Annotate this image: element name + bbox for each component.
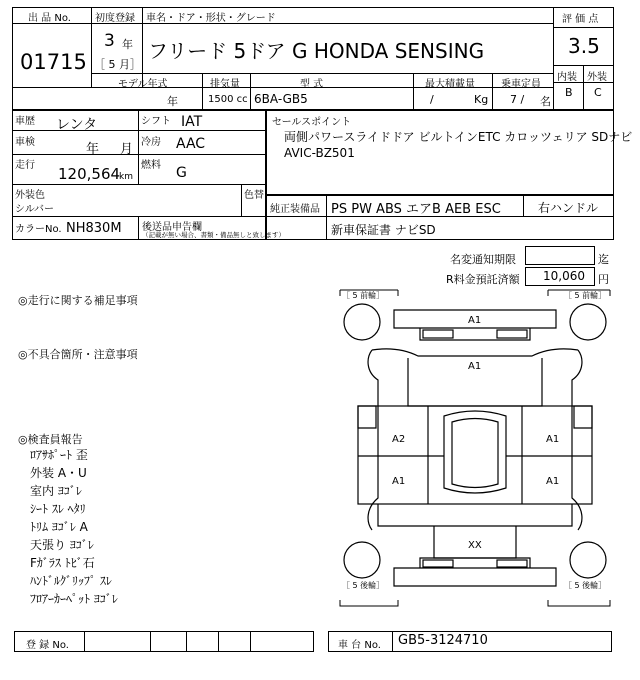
score-label: 評 価 点	[562, 14, 599, 25]
chassis-no: GB5-3124710	[398, 633, 488, 648]
doc-note: （記載が無い場合、書類・備品無しと致します）	[142, 231, 285, 239]
score: 3.5	[568, 34, 600, 58]
ac-label: 冷房	[141, 137, 161, 148]
mileage-label: 走行	[15, 160, 35, 171]
reg-no-label: 登 録 No.	[26, 640, 69, 651]
tire-top-right: ［ 5 前輪］	[564, 291, 607, 300]
color-change-label: 色替	[244, 190, 264, 201]
name-change-label: 名変通知期限	[450, 253, 516, 266]
ext-color: シルバー	[15, 204, 55, 215]
fuel: G	[176, 165, 187, 181]
max-load-unit: Kg	[474, 93, 489, 106]
inspector-item: ﾄﾘﾑ ﾖｺﾞﾚ A	[30, 520, 88, 534]
mark-front-bumper: A1	[468, 315, 482, 326]
inspector-item: Fｶﾞﾗｽ ﾄﾋﾞ石	[30, 556, 95, 570]
mark-rear-glass: XX	[468, 540, 482, 551]
inspector-item: 天張り ﾖｺﾞﾚ	[30, 538, 94, 552]
mark-left-front-door: A2	[392, 434, 406, 445]
exterior-grade: C	[594, 86, 602, 99]
mark-hood: A1	[468, 361, 482, 372]
recycle-label: R料金預託済額	[446, 273, 520, 286]
ext-color-label: 外装色	[15, 190, 45, 201]
tire-bottom-left: ［ 5 後輪］	[342, 581, 385, 590]
max-load-label: 最大積載量	[425, 79, 475, 90]
handle: 右ハンドル	[538, 201, 599, 215]
tire-bottom-right: ［ 5 後輪］	[564, 581, 607, 590]
warranty: 新車保証書 ナビSD	[331, 223, 436, 237]
history-label: 車歴	[15, 116, 35, 127]
mark-left-rear-door: A1	[392, 476, 406, 487]
equipment-label: 純正装備品	[270, 204, 320, 215]
inspection-label: 車検	[15, 137, 35, 148]
recycle-fee: 10,060	[543, 269, 585, 283]
equipment: PS PW ABS エアB AEB ESC	[331, 202, 501, 217]
color-no: NH830M	[66, 221, 122, 236]
sales-points-label: セールスポイント	[272, 117, 352, 128]
history: レンタ	[56, 117, 98, 133]
interior-grade: B	[565, 86, 573, 99]
type: 6BA-GB5	[254, 92, 308, 106]
ac: AAC	[176, 136, 206, 152]
shift-label: シフト	[141, 116, 171, 127]
displacement: 1500 cc	[208, 94, 248, 105]
car-name-label: 車名・ドア・形状・グレード	[146, 13, 276, 24]
first-reg-year: 3	[104, 31, 115, 51]
lot-number: 01715	[20, 50, 87, 74]
inspection-year: 年	[86, 142, 100, 157]
name-change-box	[525, 246, 595, 265]
color-no-label: カラーNo.	[15, 224, 62, 235]
inspector-item: 外装 A・U	[30, 466, 87, 480]
mark-right-rear-door: A1	[546, 476, 560, 487]
car-diagram	[338, 288, 613, 608]
mark-right-front-door: A1	[546, 434, 560, 445]
displacement-label: 排気量	[210, 79, 240, 90]
name-change-unit: 迄	[598, 253, 609, 266]
inspector-item: ﾌﾛｱｰｶｰﾍﾟｯﾄ ﾖｺﾞﾚ	[30, 592, 118, 606]
fuel-label: 燃料	[141, 160, 161, 171]
inspector-item: 室内 ﾖｺﾞﾚ	[30, 484, 82, 498]
capacity-unit: 名	[540, 95, 551, 108]
chassis-label: 車 台 No.	[338, 640, 381, 651]
doc-label: 後送品申告欄	[142, 222, 202, 233]
inspector-item: ﾛｱｻﾎﾟｰﾄ 歪	[30, 448, 88, 462]
exterior-label: 外装	[587, 72, 607, 83]
lot-label: 出 品 No.	[28, 13, 71, 24]
inspector-list	[30, 446, 118, 608]
driving-notes-label: ◎走行に関する補足事項	[18, 294, 138, 307]
type-label: 型 式	[300, 79, 324, 90]
tire-top-left: ［ 5 前輪］	[342, 291, 385, 300]
first-reg-label: 初度登録	[95, 13, 135, 24]
recycle-unit: 円	[598, 273, 609, 286]
mileage-unit: km	[119, 172, 133, 182]
max-load-sep: /	[430, 93, 434, 106]
capacity-label: 乗車定員	[501, 79, 541, 90]
inspection-month: 月	[120, 142, 134, 157]
first-reg-year-unit: 年	[122, 38, 133, 51]
inspector-item: ｼｰﾄ ｽﾚ ﾍﾀﾘ	[30, 502, 86, 516]
mileage: 120,564	[58, 165, 121, 183]
sales-points-line1: 両側パワースライドドア ビルトインETC カロッツェリア SDナビ	[284, 130, 633, 144]
inspector-label: ◎検査員報告	[18, 433, 83, 446]
defects-label: ◎不具合箇所・注意事項	[18, 348, 138, 361]
model-year-unit: 年	[167, 95, 178, 108]
inspector-item: ﾊﾝﾄﾞﾙｸﾞﾘｯﾌﾟ ｽﾚ	[30, 574, 112, 588]
capacity: 7 /	[510, 93, 525, 106]
interior-label: 内装	[557, 72, 577, 83]
model-year-label: モデル年式	[118, 79, 168, 90]
sales-points-line2: AVIC-BZ501	[284, 146, 355, 160]
first-reg-month: ［ 5 月］	[94, 58, 141, 71]
shift: IAT	[181, 114, 203, 130]
car-name: フリード 5ドア G HONDA SENSING	[148, 39, 485, 63]
